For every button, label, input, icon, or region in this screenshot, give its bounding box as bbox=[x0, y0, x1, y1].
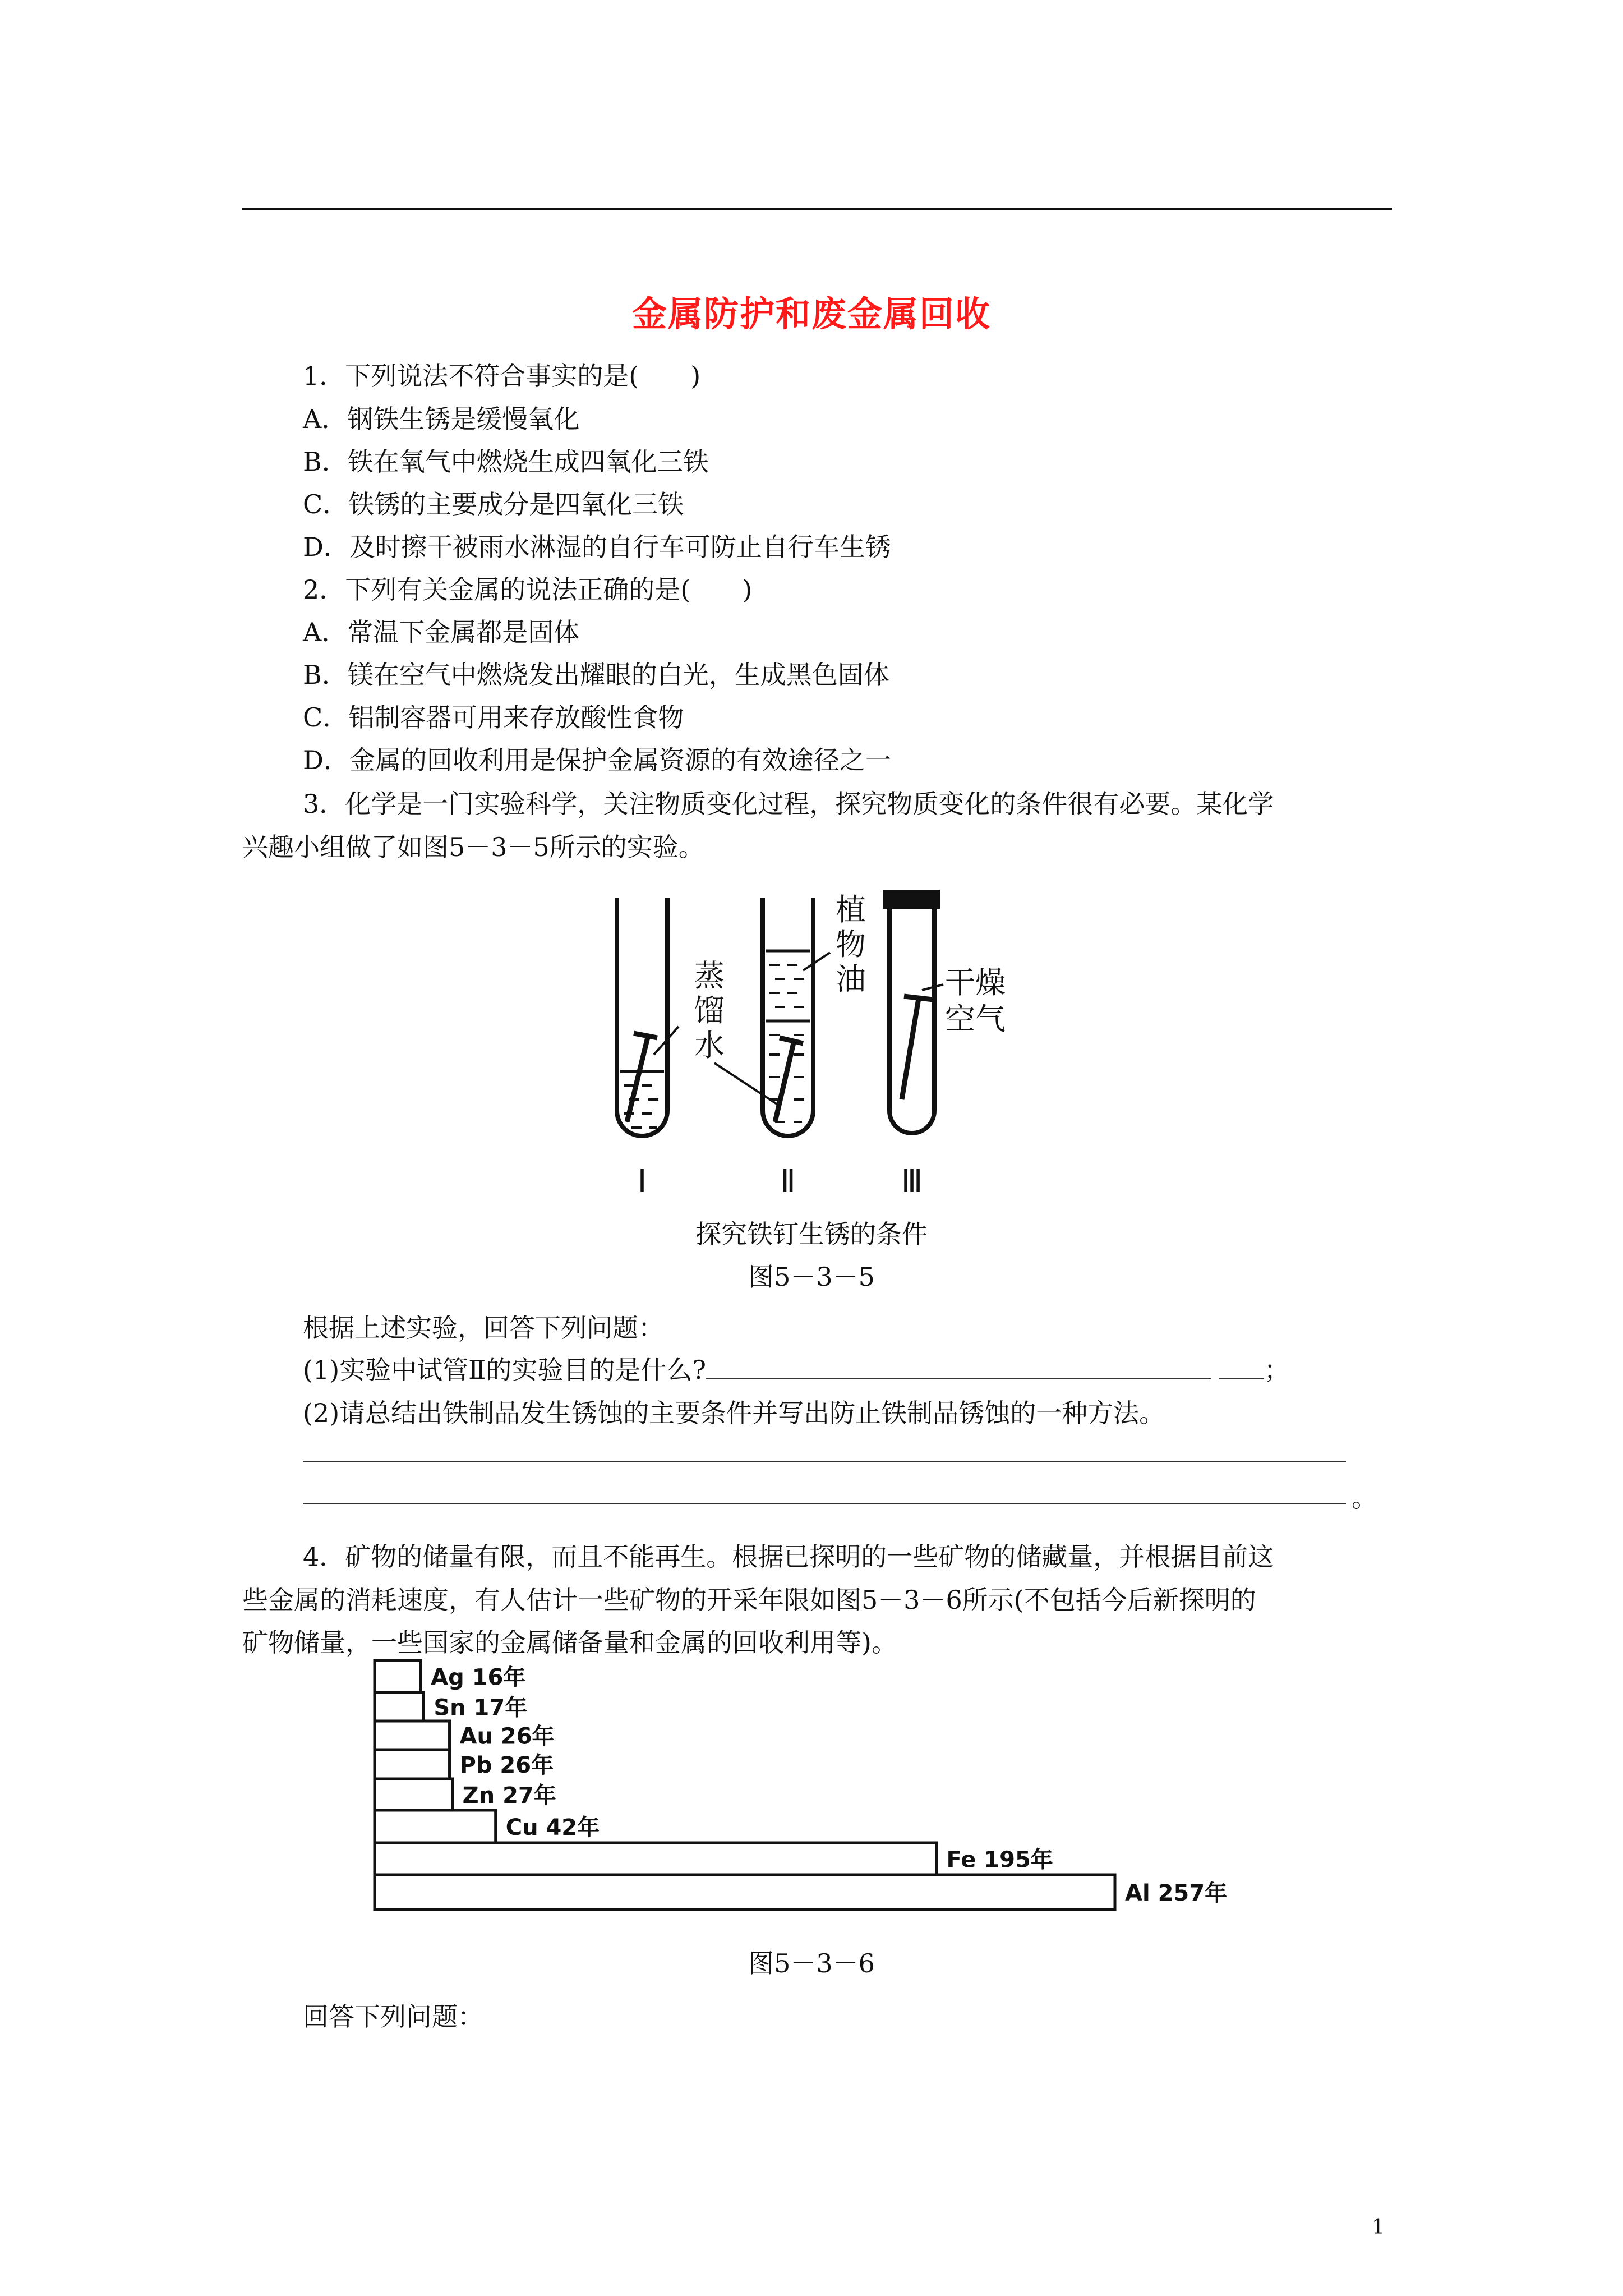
svg-text:植: 植 bbox=[836, 892, 866, 927]
tube-3 bbox=[883, 890, 940, 1133]
q2-stem: 2．下列有关金属的说法正确的是( ) bbox=[303, 574, 753, 605]
bar-label-sn: Sn 17年 bbox=[434, 1695, 528, 1721]
svg-text:馏: 馏 bbox=[694, 993, 725, 1028]
bar-al bbox=[375, 1875, 1115, 1910]
q3-sub1-text: (1)实验中试管Ⅱ的实验目的是什么? bbox=[303, 1355, 707, 1385]
bar-label-pb: Pb 26年 bbox=[459, 1752, 554, 1778]
svg-text:干燥: 干燥 bbox=[945, 965, 1006, 1000]
bar-ag bbox=[375, 1660, 421, 1692]
svg-text:物: 物 bbox=[836, 927, 866, 962]
tube-label-2: Ⅱ bbox=[780, 1163, 796, 1200]
q3-sub2-end: 。 bbox=[1352, 1483, 1377, 1513]
label-distilled-water bbox=[694, 958, 725, 1063]
q4-stem-line1: 4．矿物的储量有限，而且不能再生。根据已探明的一些矿物的储藏量，并根据目前这 bbox=[303, 1542, 1274, 1572]
bar-label-au: Au 26年 bbox=[459, 1723, 555, 1750]
figure-5-3-6-number: 图5－3－6 bbox=[748, 1948, 875, 1978]
q3-sub1-end: ； bbox=[1264, 1355, 1290, 1385]
bar-label-al: Al 257年 bbox=[1125, 1880, 1228, 1906]
svg-text:油: 油 bbox=[836, 961, 866, 997]
q1-stem: 1．下列说法不符合事实的是( ) bbox=[303, 361, 701, 391]
bar-au bbox=[375, 1721, 450, 1750]
q3-sub1-answer-blank[interactable] bbox=[706, 1355, 1211, 1379]
label-dry-air bbox=[945, 965, 1006, 1037]
q3-sub1 bbox=[303, 1353, 1290, 1387]
q4-stem-line3: 矿物储量，一些国家的金属储备量和金属的回收利用等)。 bbox=[242, 1627, 897, 1658]
nail-1 bbox=[627, 1035, 648, 1122]
q3-sub2-answer-line-2[interactable] bbox=[303, 1503, 1346, 1504]
tube-label-3: Ⅲ bbox=[901, 1163, 923, 1200]
q1-option-a: A．钢铁生锈是缓慢氧化 bbox=[303, 404, 580, 434]
figure-5-3-5-caption: 探究铁钉生锈的条件 bbox=[695, 1219, 928, 1249]
svg-text:空气: 空气 bbox=[945, 1001, 1006, 1037]
header-rule bbox=[242, 208, 1392, 210]
figure-mining-years-chart bbox=[359, 1649, 1312, 1930]
q2-option-c: C．铝制容器可用来存放酸性食物 bbox=[303, 702, 684, 733]
q3-sub2-answer-line-1[interactable] bbox=[303, 1461, 1346, 1462]
q1-option-c: C．铁锈的主要成分是四氧化三铁 bbox=[303, 489, 684, 519]
tube-1 bbox=[617, 898, 667, 1136]
q4-stem-line2: 些金属的消耗速度，有人估计一些矿物的开采年限如图5－3－6所示(不包括今后新探明的 bbox=[242, 1585, 1256, 1615]
q2-option-b: B．镁在空气中燃烧发出耀眼的白光，生成黑色固体 bbox=[303, 660, 889, 690]
tube-2 bbox=[763, 898, 813, 1136]
svg-text:水: 水 bbox=[694, 1028, 725, 1063]
nail-2 bbox=[775, 1041, 794, 1122]
q3-sub2: (2)请总结出铁制品发生锈蚀的主要条件并写出防止铁制品锈蚀的一种方法。 bbox=[303, 1398, 1165, 1428]
nail-3 bbox=[902, 999, 919, 1099]
q2-option-d: D．金属的回收利用是保护金属资源的有效途径之一 bbox=[303, 745, 891, 775]
bar-fe bbox=[375, 1843, 937, 1875]
q3-intro: 根据上述实验，回答下列问题： bbox=[303, 1313, 664, 1343]
q1-option-d: D．及时擦干被雨水淋湿的自行车可防止自行车生锈 bbox=[303, 532, 891, 562]
figure-test-tubes bbox=[594, 886, 1043, 1200]
label-vegetable-oil bbox=[836, 892, 866, 997]
q4-after: 回答下列问题： bbox=[303, 2001, 483, 2032]
bar-label-zn: Zn 27年 bbox=[462, 1783, 556, 1809]
bar-label-fe: Fe 195年 bbox=[946, 1847, 1053, 1873]
page-number: 1 bbox=[1372, 2216, 1385, 2239]
q3-stem-line2: 兴趣小组做了如图5－3－5所示的实验。 bbox=[242, 832, 704, 862]
q2-option-a: A．常温下金属都是固体 bbox=[303, 617, 580, 647]
q3-stem-line1: 3．化学是一门实验科学，关注物质变化过程，探究物质变化的条件很有必要。某化学 bbox=[303, 789, 1274, 819]
q1-option-b: B．铁在氧气中燃烧生成四氧化三铁 bbox=[303, 447, 709, 477]
bar-label-ag: Ag 16年 bbox=[431, 1664, 526, 1691]
bar-sn bbox=[375, 1692, 423, 1721]
bar-label-cu: Cu 42年 bbox=[505, 1815, 600, 1841]
tube-label-1: Ⅰ bbox=[637, 1163, 647, 1200]
q3-sub1-answer-blank-2[interactable] bbox=[1219, 1355, 1264, 1379]
svg-text:蒸: 蒸 bbox=[694, 958, 725, 993]
bar-pb bbox=[375, 1750, 450, 1779]
bar-cu bbox=[375, 1810, 496, 1843]
page-title: 金属防护和废金属回收 bbox=[631, 293, 991, 334]
figure-5-3-5-number: 图5－3－5 bbox=[748, 1262, 875, 1292]
bar-zn bbox=[375, 1779, 453, 1810]
